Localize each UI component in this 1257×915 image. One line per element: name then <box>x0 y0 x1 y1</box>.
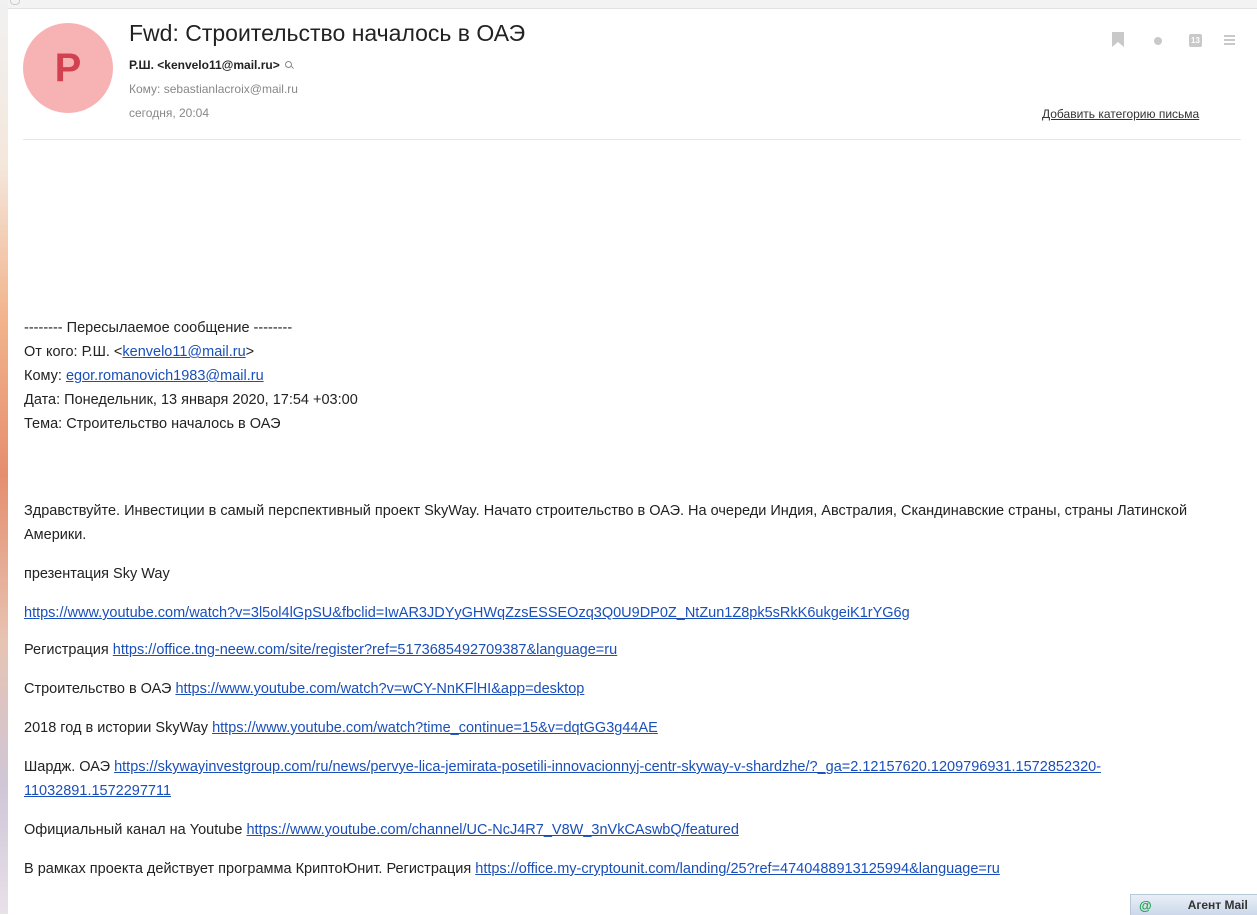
construction-line: Строительство в ОАЭ https://www.youtube.com/watch?v=wCY-NnKFlHI&app=desktop <box>24 681 585 697</box>
presentation-link[interactable]: https://www.youtube.com/watch?v=3l5ol4lGpSU&fbclid=IwAR3JDYyGHWqZzsESSEOzq3Q0U9DP0Z_NtZun1Z8pk5sRkK6ukgeiK1rYG6g <box>24 605 910 621</box>
history-line: 2018 год в истории SkyWay https://www.youtube.com/watch?time_continue=15&v=dqtGG3g44AE <box>24 720 658 736</box>
message-subject: Fwd: Строительство началось в ОАЭ <box>129 20 526 46</box>
crypto-line: В рамках проекта действует программа КриптоЮнит. Регистрация https://office.my-cryptounit.com/landing/25?ref=4740488913125994&language=ru <box>24 861 1000 877</box>
forward-to: Кому: egor.romanovich1983@mail.ru <box>24 368 264 384</box>
bookmark-icon[interactable] <box>1112 32 1124 47</box>
presentation-text: презентация Sky Way <box>24 566 170 582</box>
forward-date: Дата: Понедельник, 13 января 2020, 17:54 +03:00 <box>24 392 358 408</box>
presentation-link-line <box>24 601 910 625</box>
shardzh-line-continued <box>24 779 171 803</box>
forward-from-email[interactable]: kenvelo11@mail.ru <box>122 344 246 360</box>
window-top-strip <box>0 0 1257 9</box>
agent-mail-label: Агент Mail <box>1187 898 1248 912</box>
registration-link[interactable]: https://office.tng-neew.com/site/register?ref=5173685492709387&language=ru <box>112 642 618 658</box>
channel-link[interactable]: https://www.youtube.com/channel/UC-NcJ4R7_V8W_3nVkCAswbQ/featured <box>246 822 739 838</box>
at-icon: @ <box>1139 897 1152 913</box>
sender-line <box>129 58 294 72</box>
more-menu-icon[interactable] <box>1224 35 1235 45</box>
message-date: сегодня, 20:04 <box>129 106 210 120</box>
calendar-icon[interactable]: 13 <box>1189 34 1202 47</box>
mark-unread-icon[interactable] <box>1154 37 1162 45</box>
intro-paragraph: Здравствуйте. Инвестиции в самый перспективный проект SkyWay. Начато строительство в ОАЭ. На очереди Индия, Австралия, Скандинавские страны, страны Латинской Америки. <box>24 503 1188 543</box>
recipient-line: Кому: sebastianlacroix@mail.ru <box>129 82 298 96</box>
forward-to-email[interactable]: egor.romanovich1983@mail.ru <box>65 368 264 384</box>
forward-separator: -------- Пересылаемое сообщение -------- <box>24 320 293 336</box>
sender-avatar: P <box>23 23 113 113</box>
sender-name[interactable]: Р.Ш. <kenvelo11@mail.ru> <box>129 58 280 72</box>
shardzh-link-part2[interactable]: 11032891.1572297711 <box>24 783 172 799</box>
add-category-link[interactable]: Добавить категорию письма <box>1042 107 1200 121</box>
shardzh-line: Шардж. ОАЭ https://skywayinvestgroup.com/ru/news/pervye-lica-jemirata-posetili-innovacionnyj-centr-skyway-v-shardzhe/?_ga=2.12157620.1209796931.1572852320- <box>24 759 1102 775</box>
forward-subject: Тема: Строительство началось в ОАЭ <box>24 416 281 432</box>
agent-mail-bar[interactable] <box>1130 894 1257 915</box>
tab-nub <box>10 0 20 5</box>
forward-from: От кого: Р.Ш. <kenvelo11@mail.ru> <box>24 344 255 360</box>
background-edge <box>0 0 8 914</box>
registration-line: Регистрация https://office.tng-neew.com/site/register?ref=5173685492709387&language=ru <box>24 642 618 658</box>
message-toolbar <box>1110 32 1240 52</box>
crypto-link[interactable]: https://office.my-cryptounit.com/landing/25?ref=4740488913125994&language=ru <box>475 861 1000 877</box>
construction-link[interactable]: https://www.youtube.com/watch?v=wCY-NnKFlHI&app=desktop <box>175 681 585 697</box>
channel-line: Официальный канал на Youtube https://www.youtube.com/channel/UC-NcJ4R7_V8W_3nVkCAswbQ/featured <box>24 822 739 838</box>
shardzh-link-part1[interactable]: https://skywayinvestgroup.com/ru/news/pervye-lica-jemirata-posetili-innovacionnyj-centr-skyway-v-shardzhe/?_ga=2.12157620.1209796931.1572852320- <box>114 759 1102 775</box>
history-link[interactable]: https://www.youtube.com/watch?time_continue=15&v=dqtGG3g44AE <box>212 720 658 736</box>
search-icon[interactable] <box>285 61 294 70</box>
header-divider <box>23 139 1241 140</box>
